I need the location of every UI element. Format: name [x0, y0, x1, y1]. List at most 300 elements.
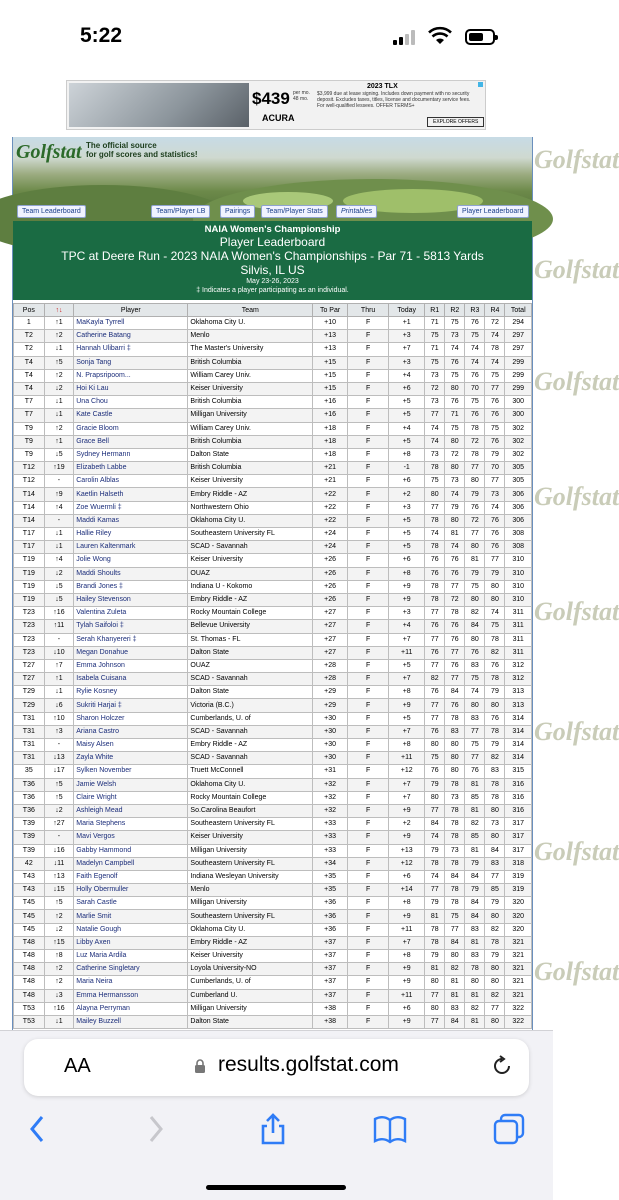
table-row[interactable] [14, 870, 532, 883]
thru-cell: F [348, 989, 389, 1002]
round-2-cell: 77 [445, 673, 465, 686]
position-cell: T43 [14, 870, 45, 883]
table-row[interactable] [14, 369, 532, 382]
round-1-cell: 80 [425, 1002, 445, 1015]
table-row[interactable] [14, 448, 532, 461]
table-row[interactable] [14, 659, 532, 672]
nav-player-leaderboard[interactable]: Player Leaderboard [457, 205, 529, 218]
position-cell: T19 [14, 554, 45, 567]
round-4-cell: 78 [485, 633, 505, 646]
move-cell: ↑19 [44, 462, 74, 475]
table-row[interactable] [14, 528, 532, 541]
player-name-link[interactable]: Alayna Perryman [74, 1002, 188, 1015]
table-row[interactable] [14, 725, 532, 738]
round-1-cell: 77 [425, 607, 445, 620]
table-row[interactable] [14, 646, 532, 659]
round-4-cell: 78 [485, 791, 505, 804]
position-cell: T31 [14, 725, 45, 738]
golfstat-logo[interactable]: Golfstat [16, 141, 82, 163]
player-name-link[interactable]: Jamie Welsh [74, 778, 188, 791]
move-cell: ↓2 [44, 567, 74, 580]
round-1-cell: 80 [425, 976, 445, 989]
table-row[interactable] [14, 923, 532, 936]
to-par-cell: +29 [313, 699, 348, 712]
round-3-cell: 75 [465, 396, 485, 409]
move-cell: ↓6 [44, 699, 74, 712]
table-row[interactable] [14, 514, 532, 527]
round-2-cell: 84 [445, 870, 465, 883]
to-par-cell: +27 [313, 620, 348, 633]
to-par-cell: +33 [313, 818, 348, 831]
share-icon[interactable] [255, 1111, 291, 1147]
status-time: 5:22 [80, 24, 123, 47]
today-cell: +8 [389, 897, 425, 910]
today-cell: +5 [389, 409, 425, 422]
round-3-cell: 81 [465, 844, 485, 857]
table-row[interactable] [14, 330, 532, 343]
player-name-link[interactable]: Jolie Wong [74, 554, 188, 567]
player-name-link[interactable]: Catherine Batang [74, 330, 188, 343]
today-cell: +1 [389, 317, 425, 330]
round-1-cell: 77 [425, 409, 445, 422]
today-cell: +4 [389, 369, 425, 382]
table-row[interactable] [14, 620, 532, 633]
today-cell: +8 [389, 739, 425, 752]
player-name-link[interactable]: Maisy Alsen [74, 739, 188, 752]
team-cell: Milligan University [188, 844, 313, 857]
player-name-link[interactable]: Maria Stephens [74, 818, 188, 831]
table-row[interactable] [14, 897, 532, 910]
round-3-cell: 78 [465, 963, 485, 976]
round-1-cell: 79 [425, 844, 445, 857]
total-cell: 311 [505, 646, 532, 659]
team-cell: Keiser University [188, 382, 313, 395]
thru-cell: F [348, 844, 389, 857]
total-cell: 322 [505, 1015, 532, 1028]
table-row[interactable] [14, 633, 532, 646]
table-row[interactable] [14, 831, 532, 844]
table-row[interactable] [14, 1002, 532, 1015]
table-row[interactable] [14, 554, 532, 567]
nav-team-player-lb[interactable]: Team/Player LB [151, 205, 210, 218]
round-2-cell: 80 [445, 950, 465, 963]
player-name-link[interactable]: Elizabeth Labbe [74, 462, 188, 475]
to-par-cell: +22 [313, 488, 348, 501]
player-name-link[interactable]: Lauren Kaltenmark [74, 541, 188, 554]
team-cell: Embry Riddle - AZ [188, 488, 313, 501]
player-name-link[interactable]: Rylie Kosney [74, 686, 188, 699]
position-cell: 35 [14, 765, 45, 778]
table-row[interactable] [14, 963, 532, 976]
team-cell: British Columbia [188, 462, 313, 475]
table-row[interactable] [14, 989, 532, 1002]
table-row[interactable] [14, 567, 532, 580]
player-name-link[interactable]: Valentina Zuleta [74, 607, 188, 620]
url-text[interactable]: results.golfstat.com [218, 1053, 399, 1076]
move-cell: ↑5 [44, 791, 74, 804]
round-2-cell: 80 [445, 514, 465, 527]
column-header: Pos [14, 304, 45, 317]
total-cell: 319 [505, 884, 532, 897]
table-row[interactable] [14, 818, 532, 831]
player-name-link[interactable]: Zoe Wuermli ‡ [74, 501, 188, 514]
table-row[interactable] [14, 673, 532, 686]
page-settings-button[interactable]: AA [64, 1055, 91, 1077]
player-name-link[interactable]: Sydney Hermann [74, 448, 188, 461]
position-cell: T19 [14, 580, 45, 593]
today-cell: +9 [389, 804, 425, 817]
round-3-cell: 76 [465, 501, 485, 514]
team-cell: SCAD - Savannah [188, 673, 313, 686]
round-4-cell: 80 [485, 804, 505, 817]
round-4-cell: 76 [485, 396, 505, 409]
thru-cell: F [348, 620, 389, 633]
player-name-link[interactable]: Sonja Tang [74, 356, 188, 369]
nav-pairings[interactable]: Pairings [220, 205, 255, 218]
round-3-cell: 74 [465, 356, 485, 369]
table-row[interactable] [14, 462, 532, 475]
tabs-icon[interactable] [491, 1111, 527, 1147]
total-cell: 311 [505, 607, 532, 620]
player-name-link[interactable]: Hallie Riley [74, 528, 188, 541]
position-cell: T29 [14, 699, 45, 712]
table-row[interactable] [14, 488, 532, 501]
table-row[interactable] [14, 343, 532, 356]
cellular-signal-icon [393, 30, 419, 45]
today-cell: +14 [389, 884, 425, 897]
player-name-link[interactable]: Ashleigh Mead [74, 804, 188, 817]
player-name-link[interactable]: Emma Hermansson [74, 989, 188, 1002]
team-cell: Oklahoma City U. [188, 514, 313, 527]
round-2-cell: 76 [445, 620, 465, 633]
round-2-cell: 77 [445, 646, 465, 659]
round-4-cell: 76 [485, 435, 505, 448]
table-row[interactable] [14, 409, 532, 422]
round-2-cell: 75 [445, 910, 465, 923]
table-row[interactable] [14, 1015, 532, 1028]
position-cell: T2 [14, 330, 45, 343]
total-cell: 319 [505, 870, 532, 883]
total-cell: 306 [505, 514, 532, 527]
team-cell: Truett McConnell [188, 765, 313, 778]
total-cell: 314 [505, 725, 532, 738]
team-cell: SCAD - Savannah [188, 752, 313, 765]
player-name-link[interactable]: Natalie Gough [74, 923, 188, 936]
round-3-cell: 81 [465, 804, 485, 817]
position-cell: T17 [14, 528, 45, 541]
player-name-link[interactable]: Brandi Jones ‡ [74, 580, 188, 593]
player-name-link[interactable]: Madelyn Campbell [74, 857, 188, 870]
page-title: Player Leaderboard [219, 235, 326, 249]
round-3-cell: 75 [465, 580, 485, 593]
player-name-link[interactable]: Hoi Ki Lau [74, 382, 188, 395]
round-3-cell: 84 [465, 620, 485, 633]
player-name-link[interactable]: Zayla White [74, 752, 188, 765]
to-par-cell: +21 [313, 475, 348, 488]
thru-cell: F [348, 963, 389, 976]
acura-advertisement[interactable] [66, 80, 486, 130]
round-2-cell: 84 [445, 686, 465, 699]
round-1-cell: 80 [425, 739, 445, 752]
today-cell: +5 [389, 514, 425, 527]
round-1-cell: 78 [425, 541, 445, 554]
player-name-link[interactable]: Mavi Vergos [74, 831, 188, 844]
watermark-text: Golfstat [534, 597, 619, 626]
player-name-link[interactable]: Libby Axen [74, 936, 188, 949]
ad-choices-icon[interactable] [478, 82, 483, 87]
move-cell: ↑1 [44, 435, 74, 448]
round-2-cell: 75 [445, 369, 465, 382]
player-name-link[interactable]: Emma Johnson [74, 659, 188, 672]
round-4-cell: 80 [485, 593, 505, 606]
today-cell: +6 [389, 554, 425, 567]
player-name-link[interactable]: Hailey Stevenson [74, 593, 188, 606]
player-name-link[interactable]: Gracie Bloom [74, 422, 188, 435]
total-cell: 317 [505, 844, 532, 857]
table-row[interactable] [14, 936, 532, 949]
total-cell: 318 [505, 857, 532, 870]
table-row[interactable] [14, 580, 532, 593]
round-1-cell: 84 [425, 818, 445, 831]
total-cell: 321 [505, 963, 532, 976]
player-name-link[interactable]: MaKayla Tyrrell [74, 317, 188, 330]
round-4-cell: 80 [485, 831, 505, 844]
position-cell: T9 [14, 422, 45, 435]
player-name-link[interactable]: Ariana Castro [74, 725, 188, 738]
move-cell: ↑7 [44, 659, 74, 672]
round-3-cell: 82 [465, 607, 485, 620]
round-2-cell: 74 [445, 488, 465, 501]
team-cell: Indiana Wesleyan University [188, 870, 313, 883]
table-row[interactable] [14, 501, 532, 514]
position-cell: T19 [14, 567, 45, 580]
total-cell: 320 [505, 923, 532, 936]
thru-cell: F [348, 448, 389, 461]
nav-printables[interactable]: Printables [336, 205, 377, 218]
table-row[interactable] [14, 541, 532, 554]
round-1-cell: 81 [425, 963, 445, 976]
web-page[interactable] [12, 137, 619, 1030]
player-name-link[interactable]: Tylah Saifoloi ‡ [74, 620, 188, 633]
table-row[interactable] [14, 356, 532, 369]
table-row[interactable] [14, 699, 532, 712]
table-row[interactable] [14, 752, 532, 765]
table-row[interactable] [14, 317, 532, 330]
player-name-link[interactable]: Claire Wright [74, 791, 188, 804]
round-1-cell: 77 [425, 659, 445, 672]
total-cell: 305 [505, 462, 532, 475]
back-icon[interactable] [20, 1111, 56, 1147]
round-3-cell: 82 [465, 1002, 485, 1015]
player-name-link[interactable]: Megan Donahue [74, 646, 188, 659]
move-cell: - [44, 739, 74, 752]
team-cell: Milligan University [188, 897, 313, 910]
position-cell: T53 [14, 1002, 45, 1015]
player-name-link[interactable]: Maddi Shoults [74, 567, 188, 580]
player-name-link[interactable]: Luz Maria Ardila [74, 950, 188, 963]
player-name-link[interactable]: Sylken November [74, 765, 188, 778]
player-name-link[interactable]: Mailey Buzzell [74, 1015, 188, 1028]
thru-cell: F [348, 593, 389, 606]
player-name-link[interactable]: Carolin Alblas [74, 475, 188, 488]
total-cell: 313 [505, 686, 532, 699]
to-par-cell: +24 [313, 541, 348, 554]
table-row[interactable] [14, 712, 532, 725]
table-row[interactable] [14, 884, 532, 897]
today-cell: +12 [389, 857, 425, 870]
table-row[interactable] [14, 382, 532, 395]
today-cell: +5 [389, 435, 425, 448]
to-par-cell: +37 [313, 963, 348, 976]
move-cell: ↓1 [44, 343, 74, 356]
round-4-cell: 78 [485, 725, 505, 738]
round-3-cell: 80 [465, 593, 485, 606]
forward-icon[interactable] [137, 1111, 173, 1147]
table-row[interactable] [14, 844, 532, 857]
table-row[interactable] [14, 396, 532, 409]
thru-cell: F [348, 567, 389, 580]
round-3-cell: 78 [465, 422, 485, 435]
player-name-link[interactable]: Kate Castle [74, 409, 188, 422]
table-row[interactable] [14, 950, 532, 963]
nav-team-leaderboard[interactable]: Team Leaderboard [17, 205, 86, 218]
ad-fine-print: $3,999 due at lease signing. Includes down payment with no security deposit. Excludes taxes, titles, license and documentary service fees. For well-qualified lessees. OFFER TERMS+ [317, 91, 471, 109]
player-name-link[interactable]: Catherine Singletary [74, 963, 188, 976]
total-cell: 317 [505, 818, 532, 831]
table-row[interactable] [14, 686, 532, 699]
table-row[interactable] [14, 804, 532, 817]
move-cell: ↑10 [44, 712, 74, 725]
reload-icon[interactable] [489, 1053, 515, 1079]
to-par-cell: +32 [313, 804, 348, 817]
team-cell: SCAD - Savannah [188, 541, 313, 554]
move-cell: ↑8 [44, 950, 74, 963]
table-row[interactable] [14, 593, 532, 606]
thru-cell: F [348, 791, 389, 804]
to-par-cell: +30 [313, 725, 348, 738]
round-2-cell: 78 [445, 831, 465, 844]
nav-team-player-stats[interactable]: Team/Player Stats [261, 205, 328, 218]
player-name-link[interactable]: Sukriti Harjai ‡ [74, 699, 188, 712]
today-cell: +7 [389, 673, 425, 686]
total-cell: 315 [505, 765, 532, 778]
column-header: Total [505, 304, 532, 317]
round-2-cell: 80 [445, 752, 465, 765]
today-cell: +5 [389, 712, 425, 725]
team-cell: Dalton State [188, 686, 313, 699]
address-bar[interactable] [24, 1039, 529, 1096]
to-par-cell: +35 [313, 870, 348, 883]
table-row[interactable] [14, 791, 532, 804]
table-row[interactable] [14, 857, 532, 870]
round-1-cell: 76 [425, 567, 445, 580]
round-2-cell: 73 [445, 844, 465, 857]
round-1-cell: 77 [425, 804, 445, 817]
round-1-cell: 78 [425, 462, 445, 475]
today-cell: +9 [389, 976, 425, 989]
table-row[interactable] [14, 976, 532, 989]
player-leaderboard-table [13, 303, 532, 1029]
to-par-cell: +26 [313, 567, 348, 580]
player-name-link[interactable]: Maddi Kamas [74, 514, 188, 527]
round-1-cell: 76 [425, 646, 445, 659]
player-name-link[interactable]: Isabela Cuisana [74, 673, 188, 686]
bookmarks-icon[interactable] [372, 1111, 408, 1147]
round-3-cell: 76 [465, 646, 485, 659]
table-row[interactable] [14, 475, 532, 488]
today-cell: +13 [389, 844, 425, 857]
player-name-link[interactable]: Faith Egenolf [74, 870, 188, 883]
team-cell: Cumberland U. [188, 989, 313, 1002]
move-cell: ↑2 [44, 330, 74, 343]
today-cell: +3 [389, 356, 425, 369]
player-name-link[interactable]: Marlie Smit [74, 910, 188, 923]
position-cell: T2 [14, 343, 45, 356]
team-cell: Southeastern University FL [188, 910, 313, 923]
total-cell: 299 [505, 356, 532, 369]
round-4-cell: 80 [485, 699, 505, 712]
table-row[interactable] [14, 422, 532, 435]
round-1-cell: 75 [425, 356, 445, 369]
position-cell: T45 [14, 923, 45, 936]
to-par-cell: +30 [313, 712, 348, 725]
player-name-link[interactable]: Sharon Holczer [74, 712, 188, 725]
thru-cell: F [348, 804, 389, 817]
thru-cell: F [348, 462, 389, 475]
position-cell: T29 [14, 686, 45, 699]
total-cell: 300 [505, 409, 532, 422]
round-3-cell: 74 [465, 343, 485, 356]
player-name-link[interactable]: Sarah Castle [74, 897, 188, 910]
table-row[interactable] [14, 607, 532, 620]
table-row[interactable] [14, 778, 532, 791]
player-name-link[interactable]: Hannah Ulibarri ‡ [74, 343, 188, 356]
player-name-link[interactable]: Grace Bell [74, 435, 188, 448]
table-row[interactable] [14, 739, 532, 752]
move-cell: ↑4 [44, 554, 74, 567]
total-cell: 314 [505, 752, 532, 765]
team-cell: Embry Riddle - AZ [188, 593, 313, 606]
to-par-cell: +36 [313, 923, 348, 936]
table-row[interactable] [14, 910, 532, 923]
to-par-cell: +27 [313, 646, 348, 659]
round-1-cell: 78 [425, 857, 445, 870]
round-1-cell: 76 [425, 686, 445, 699]
column-header: Today [389, 304, 425, 317]
ad-explore-offers-button[interactable]: EXPLORE OFFERS [427, 117, 484, 127]
today-cell: +2 [389, 488, 425, 501]
round-4-cell: 80 [485, 580, 505, 593]
move-cell: ↓5 [44, 593, 74, 606]
team-cell: Southeastern University FL [188, 857, 313, 870]
total-cell: 310 [505, 567, 532, 580]
player-name-link[interactable]: Gabby Hammond [74, 844, 188, 857]
player-name-link[interactable]: Holly Obermuller [74, 884, 188, 897]
player-name-link[interactable]: N. Prapsripoom... [74, 369, 188, 382]
round-3-cell: 83 [465, 923, 485, 936]
round-4-cell: 74 [485, 330, 505, 343]
thru-cell: F [348, 488, 389, 501]
team-cell: SCAD - Savannah [188, 725, 313, 738]
player-name-link[interactable]: Serah Khanyereri ‡ [74, 633, 188, 646]
thru-cell: F [348, 356, 389, 369]
player-name-link[interactable]: Maria Neira [74, 976, 188, 989]
table-row[interactable] [14, 765, 532, 778]
move-cell: ↓13 [44, 752, 74, 765]
player-name-link[interactable]: Kaetlin Halseth [74, 488, 188, 501]
player-name-link[interactable]: Una Chou [74, 396, 188, 409]
table-row[interactable] [14, 435, 532, 448]
